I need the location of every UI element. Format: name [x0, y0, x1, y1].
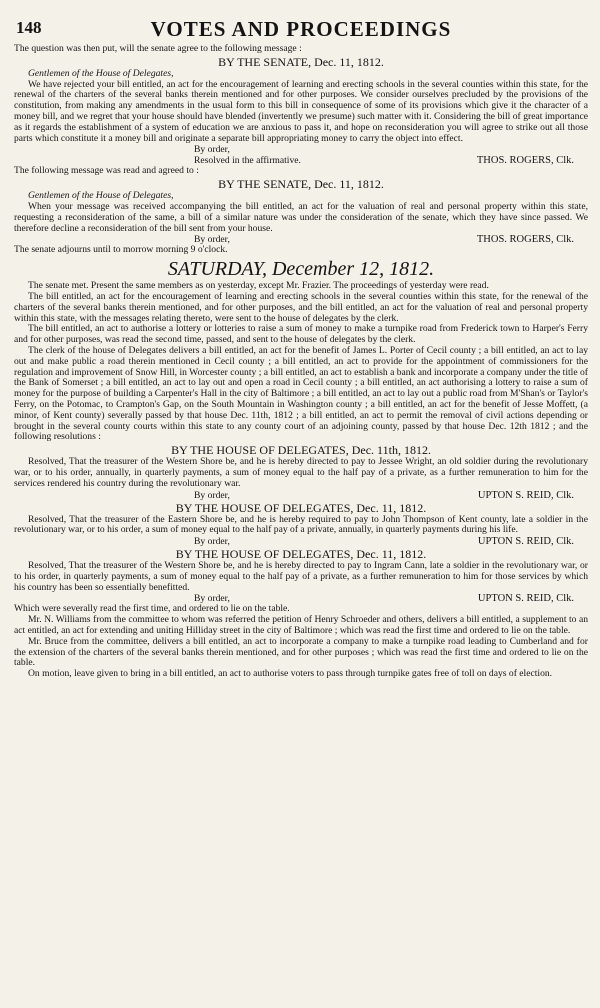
signature-line [14, 155, 588, 166]
paragraph: On motion, leave given to bring in a bill entitled, an act to authorise voters to pass through turnpike gates free of toll on days of election. [28, 668, 553, 680]
signature-left: By order, [194, 234, 230, 246]
message-heading: BY THE HOUSE OF DELEGATES, Dec. 11th, 1812. [171, 443, 431, 458]
message-heading: BY THE SENATE, Dec. 11, 1812. [218, 177, 384, 192]
signature-line [14, 490, 588, 501]
signature-line [14, 593, 588, 604]
paragraph: Mr. Bruce from the committee, delivers a bill entitled, an act to incorporate a company to make a turnpike road leading to Cumberland and for the extension of the charters of the several banks therein mentioned, and for other purposes ; which was read the first time and ordered to lie on the table. [14, 635, 588, 669]
paragraph: The clerk of the house of Delegates delivers a bill entitled, an act for the benefit of James L. Porter of Cecil county ; a bill entitled, an act to lay out and make public a road therein mentioned in Cecil county ; a bill entitled, an act to provide for the appointment of commissioners for the regulation and improvement of Snow Hill, in Worcester county ; a bill entitled, an act to establish a bank and incorporate a company under the title of the Bank of Somerset ; a bill entitled, an act to lay out and open a road in Cecil county ; a bill entitled, an act authorising a lottery to raise a sum of money for the purpose of building a Carpenter's Hall in the city of Baltimore ; a bill entitled, an act to lay out a public road from M'Shan's or Taylor's Ferry, on the Potomac, to Crampton's Gap, on the South Mountain in Washington county ; a bill entitled, an act for the benefit of Jesse Moffett, (a minor, of Kent county) severally passed by that house Dec. 11th, 1812 ; a bill entitled, an act to permit the removal of civil actions depending or brought in the several county courts within this state to any county court of an adjoining county, passed by that house Dec. 12th 1812 ; and the following resolutions : [14, 344, 588, 443]
clerk-signature: UPTON S. REID, Clk. [477, 536, 574, 548]
paragraph: Resolved, That the treasurer of the Western Shore be, and he is hereby directed to pay to Ingram Cann, late a soldier in the revolutionary war, or to his order, in quarterly payments, a sum of money equal to the half pay of a private, as a further remuneration to him for those services by which his country has been so essentially benefitted. [14, 560, 588, 593]
page-body [14, 44, 588, 680]
salutation: Gentlemen of the House of Delegates, [28, 67, 174, 79]
date-heading: SATURDAY, December 12, 1812. [167, 258, 435, 281]
page-number: 148 [16, 18, 42, 37]
paragraph: Which were severally read the first time, and ordered to lie on the table. [14, 603, 290, 615]
signature-line [14, 234, 588, 245]
page-header [14, 0, 588, 44]
paragraph: When your message was received accompanying the bill entitled, an act for the valuation of real and personal property within this state, requesting a reconsideration of the same, a bill of a similar nature was under the consideration of the senate, which they have since passed. We therefore decline a reconsideration of the bill sent from your house. [14, 200, 588, 234]
paragraph: The senate met. Present the same members as on yesterday, except Mr. Frazier. The proceedings of yesterday were read. [28, 280, 489, 292]
clerk-signature: UPTON S. REID, Clk. [477, 593, 574, 605]
paragraph: Resolved, That the treasurer of the Western Shore be, and he is hereby directed to pay to Jessee Wright, an old soldier during the revolutionary war, or to his order, annually, in quarterly payments, a sum of money equal to the half pay of a private, as a further remuneration to him for the services rendered his country during the revolutionary war. [14, 456, 588, 489]
paragraph: The bill entitled, an act to authorise a lottery or lotteries to raise a sum of money to make a turnpike road from Frederick town to Harper's Ferry and for other purposes, was read the second time, passed, and sent to the house of delegates by the clerk. [14, 323, 588, 346]
signature-left: By order, [194, 536, 230, 548]
clerk-signature: THOS. ROGERS, Clk. [476, 155, 574, 167]
paragraph: Mr. N. Williams from the committee to whom was referred the petition of Henry Schroeder and others, delivers a bill entitled, a supplement to an act entitled, an act for extending and uniting Hilliday street in the city of Baltimore ; which was read the first time and ordered to lie on the table. [14, 614, 588, 637]
salutation: Gentlemen of the House of Delegates, [28, 190, 174, 202]
signature-left: By order, [194, 593, 230, 605]
signature-line [14, 144, 588, 155]
signature-left: Resolved in the affirmative. [194, 155, 301, 167]
clerk-signature: UPTON S. REID, Clk. [477, 489, 574, 501]
paragraph: The question was then put, will the senate agree to the following message : [14, 43, 302, 54]
paragraph: Resolved, That the treasurer of the Eastern Shore be, and he is hereby required to pay to John Thompson of Kent county, late a soldier in the revolutionary war, or to his order, a sum of money equal to the half pay of a private, annually, in quarterly payments during his life. [14, 513, 588, 536]
clerk-signature: THOS. ROGERS, Clk. [476, 234, 574, 246]
message-heading: BY THE SENATE, Dec. 11, 1812. [218, 54, 384, 69]
signature-left: By order, [194, 144, 230, 156]
paragraph: The following message was read and agreed to : [14, 165, 199, 177]
message-heading: BY THE HOUSE OF DELEGATES, Dec. 11, 1812. [175, 500, 427, 515]
signature-left: By order, [194, 489, 230, 501]
message-heading: BY THE HOUSE OF DELEGATES, Dec. 11, 1812. [175, 547, 427, 562]
paragraph: The bill entitled, an act for the encouragement of learning and erecting schools in the several counties within this state, for the renewal of the charters of the several banks therein mentioned, and for other purposes, and the bill entitled, an act for the valuation of real and personal property within this state, with the messages relating thereto, were sent to the house of delegates by the clerk. [14, 290, 588, 324]
paragraph: The senate adjourns until to morrow morning 9 o'clock. [14, 244, 228, 256]
signature-line [14, 536, 588, 547]
running-head: VOTES AND PROCEEDINGS [150, 17, 452, 41]
paragraph: We have rejected your bill entitled, an act for the encouragement of learning and erecting schools in the several counties within this state, for the renewal of the charters of the several banks therein mentioned and for other purposes. We consider ourselves precluded by the provisions of the constitution, from making any amendments in the usual form to this bill in consequence of some of its provisions which give it the character of a money bill, and we regret that your house should have blended (invertently we presume) such matter with it. Considering the bill of great importance as it regards the establishment of a system of education we are anxious to pass it, and hope on reconsideration you will agree to strike out all those parts which constitute it a money bill and originate a separate bill appropriating money to carry the object into effect. [14, 78, 588, 144]
